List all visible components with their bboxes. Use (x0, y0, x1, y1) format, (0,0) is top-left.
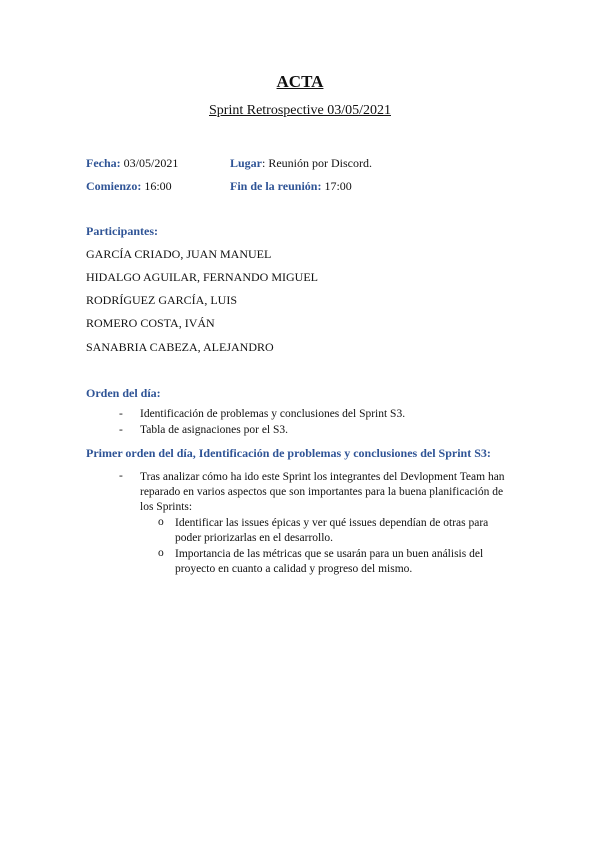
first-item-paragraph: Tras analizar cómo ha ido este Sprint los integrantes del Devlopment Team han reparado en varios aspectos que son importantes para la buena planificación de los Sprints: (140, 471, 505, 513)
location-value: : Reunión por Discord. (262, 156, 373, 170)
participant-name: GARCÍA CRIADO, JUAN MANUEL (86, 247, 272, 261)
end-row (230, 179, 352, 194)
circle-bullet: o (158, 547, 164, 559)
participant-name: ROMERO COSTA, IVÁN (86, 316, 215, 330)
location-row (230, 156, 372, 171)
participant-name: SANABRIA CABEZA, ALEJANDRO (86, 340, 274, 354)
participant-name: HIDALGO AGUILAR, FERNANDO MIGUEL (86, 270, 318, 284)
first-item-heading: Primer orden del día, Identificación de problemas y conclusiones del Sprint S3: (86, 446, 491, 460)
start-value: 16:00 (141, 179, 172, 193)
end-value: 17:00 (321, 179, 352, 193)
participants-heading: Participantes: (86, 224, 158, 238)
document-title: ACTA (276, 72, 324, 91)
date-value: 03/05/2021 (120, 156, 179, 170)
end-label: Fin de la reunión: (230, 179, 322, 193)
dash-bullet: - (119, 470, 123, 482)
agenda-item: Identificación de problemas y conclusiones del Sprint S3. (140, 408, 406, 420)
document-subtitle: Sprint Retrospective 03/05/2021 (209, 103, 391, 118)
date-label: Fecha: (86, 156, 121, 170)
sub-item: Identificar las issues épicas y ver qué issues dependían de otras para poder priorizarlas en el desarrollo. (175, 517, 489, 544)
dash-bullet: - (119, 408, 123, 420)
dash-bullet: - (119, 424, 123, 436)
location-label: Lugar (230, 156, 263, 170)
sub-item: Importancia de las métricas que se usarán para un buen análisis del proyecto en cuanto a calidad y progreso del mismo. (175, 548, 484, 575)
agenda-item: Tabla de asignaciones por el S3. (140, 424, 289, 436)
circle-bullet: o (158, 516, 164, 528)
start-label: Comienzo: (86, 179, 142, 193)
agenda-heading: Orden del día: (86, 386, 161, 400)
start-row (86, 179, 172, 194)
participant-name: RODRÍGUEZ GARCÍA, LUIS (86, 293, 237, 307)
date-row (86, 156, 178, 171)
